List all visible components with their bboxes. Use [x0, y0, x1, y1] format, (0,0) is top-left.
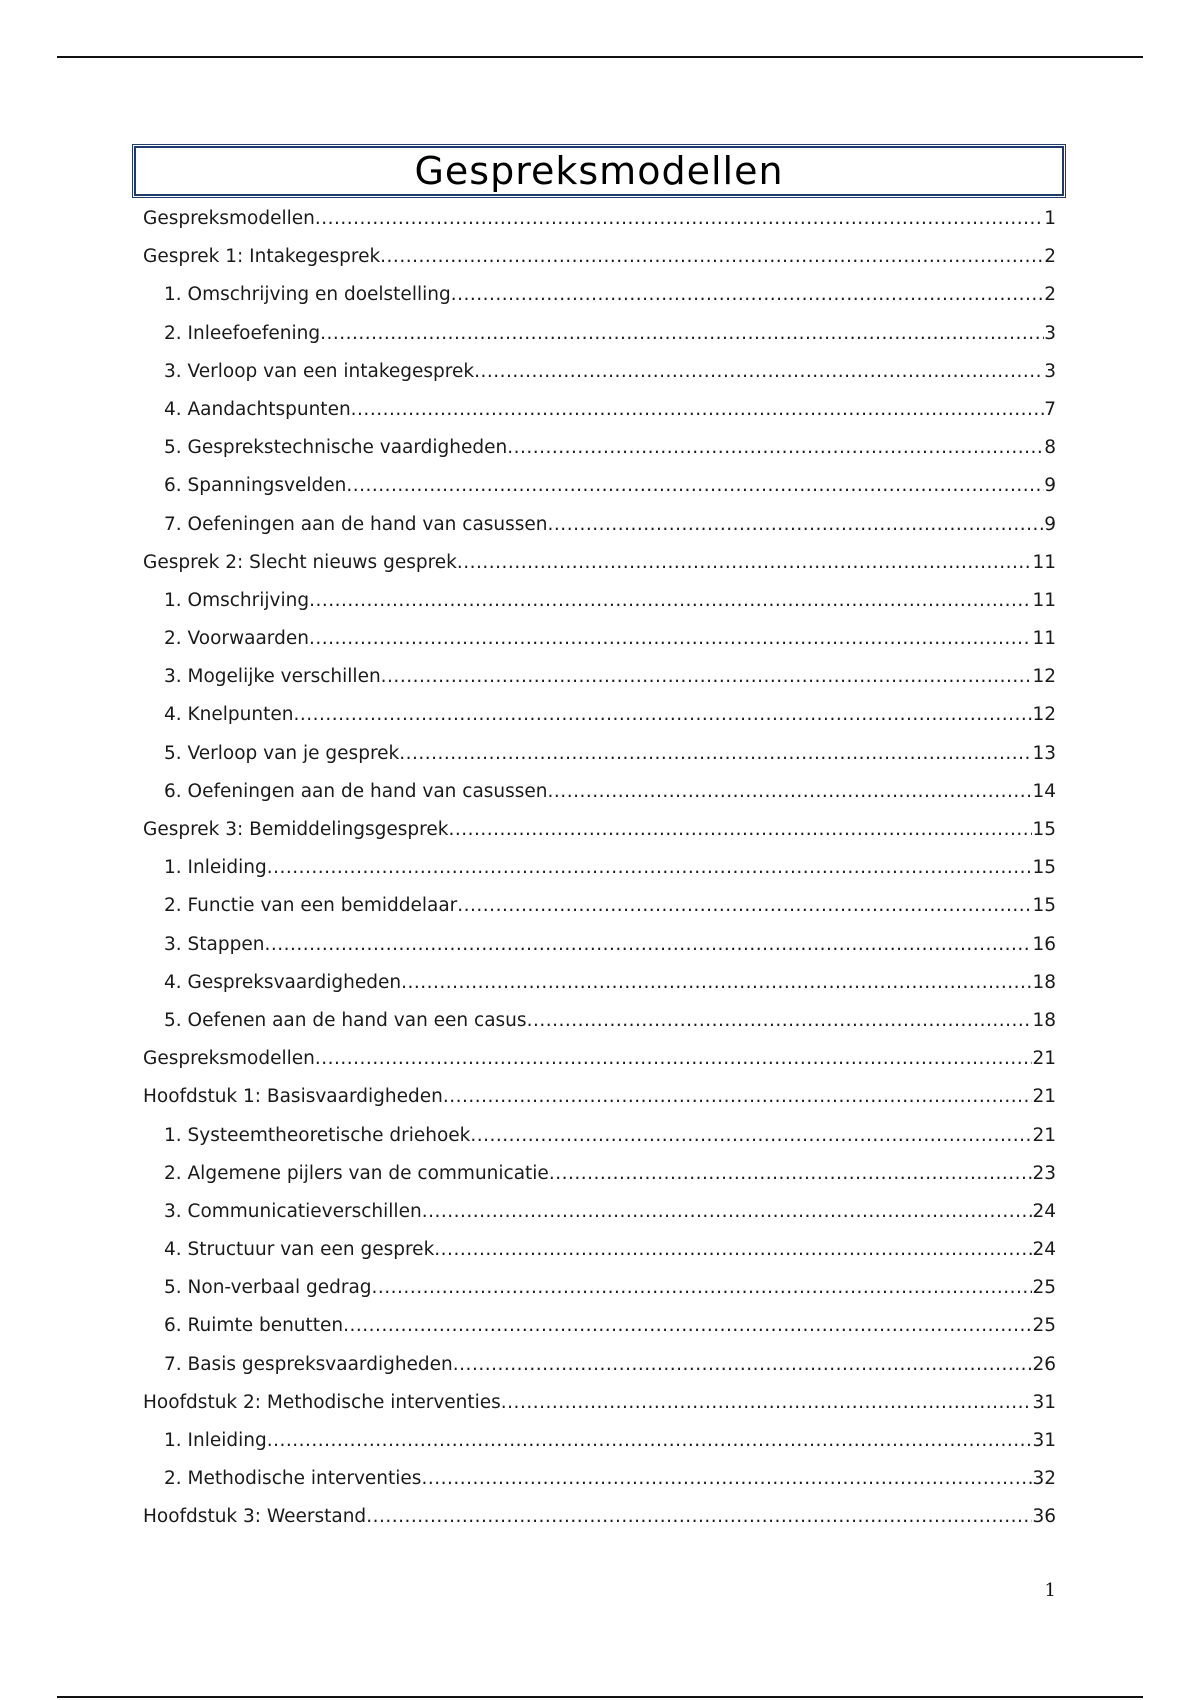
- toc-entry-page: 25: [1032, 1315, 1056, 1337]
- toc-entry-label: 3. Verloop van een intakegesprek: [164, 360, 475, 382]
- toc-entry[interactable]: [143, 735, 1056, 773]
- toc-entry-label: 2. Functie van een bemiddelaar: [164, 895, 458, 917]
- toc-dot-leader: [448, 811, 1032, 849]
- toc-entry-label: 3. Mogelijke verschillen: [164, 666, 381, 688]
- toc-dot-leader: [434, 1231, 1032, 1269]
- toc-entry-page: 9: [1044, 475, 1056, 497]
- toc-dot-leader: [527, 1002, 1033, 1040]
- toc-dot-leader: [380, 238, 1044, 276]
- toc-entry[interactable]: [143, 1002, 1056, 1040]
- toc-entry[interactable]: [143, 391, 1056, 429]
- toc-entry-page: 2: [1044, 246, 1056, 268]
- toc-entry[interactable]: [143, 1498, 1056, 1536]
- toc-entry-label: 3. Stappen: [164, 933, 265, 955]
- toc-entry[interactable]: [143, 429, 1056, 467]
- toc-entry-label: 6. Spanningsvelden: [164, 475, 347, 497]
- toc-entry-page: 3: [1044, 322, 1056, 344]
- toc-dot-leader: [474, 353, 1044, 391]
- toc-entry-label: Gespreksmodellen: [143, 208, 315, 229]
- toc-entry-label: 2. Inleefoefening: [164, 322, 321, 344]
- toc-entry-label: 6. Oefeningen aan de hand van casussen: [164, 780, 548, 802]
- toc-entry-label: Gesprek 3: Bemiddelingsgesprek: [143, 819, 449, 840]
- toc-dot-leader: [453, 1346, 1033, 1384]
- toc-entry-page: 14: [1032, 780, 1056, 802]
- toc-dot-leader: [399, 735, 1032, 773]
- toc-entry[interactable]: [143, 1269, 1056, 1307]
- toc-dot-leader: [351, 391, 1045, 429]
- toc-entry-page: 9: [1044, 513, 1056, 535]
- toc-entry-label: Hoofdstuk 2: Methodische interventies: [143, 1391, 501, 1413]
- toc-entry-page: 18: [1032, 971, 1056, 993]
- toc-entry-label: Hoofdstuk 3: Weerstand: [143, 1506, 367, 1528]
- toc-entry-label: Gespreksmodellen: [143, 1048, 315, 1070]
- toc-entry-label: 6. Ruimte benutten: [164, 1315, 344, 1337]
- toc-dot-leader: [451, 276, 1045, 314]
- toc-entry-page: 11: [1032, 628, 1056, 650]
- toc-entry-page: 24: [1032, 1239, 1056, 1261]
- toc-dot-leader: [470, 1117, 1032, 1155]
- toc-dot-leader: [548, 773, 1033, 811]
- toc-entry[interactable]: [143, 1193, 1056, 1231]
- toc-entry[interactable]: [143, 849, 1056, 887]
- toc-entry-page: 26: [1032, 1353, 1056, 1375]
- toc-dot-leader: [309, 620, 1033, 658]
- toc-entry[interactable]: [143, 276, 1056, 314]
- toc-entry[interactable]: [143, 964, 1056, 1002]
- toc-entry[interactable]: [143, 1422, 1056, 1460]
- toc-entry[interactable]: [143, 1078, 1056, 1116]
- toc-entry[interactable]: [143, 926, 1056, 964]
- toc-entry-page: 31: [1032, 1430, 1056, 1451]
- toc-entry[interactable]: [143, 1040, 1056, 1078]
- toc-entry-label: 4. Structuur van een gesprek: [164, 1239, 435, 1261]
- toc-dot-leader: [343, 1307, 1032, 1345]
- toc-entry-page: 15: [1032, 895, 1056, 917]
- toc-dot-leader: [267, 1422, 1033, 1460]
- toc-entry[interactable]: [143, 315, 1056, 353]
- toc-entry-page: 15: [1032, 819, 1056, 840]
- toc-entry-label: 5. Non-verbaal gedrag: [164, 1277, 372, 1299]
- toc-entry-page: 16: [1032, 933, 1056, 955]
- toc-entry-label: 1. Omschrijving en doelstelling: [164, 284, 451, 306]
- toc-dot-leader: [320, 315, 1044, 353]
- toc-entry[interactable]: [143, 1346, 1056, 1384]
- toc-entry-page: 21: [1032, 1086, 1056, 1108]
- toc-entry-page: 13: [1032, 742, 1056, 764]
- page-number: 1: [1044, 1580, 1056, 1601]
- toc-dot-leader: [267, 849, 1033, 887]
- toc-dot-leader: [507, 429, 1044, 467]
- toc-dot-leader: [372, 1269, 1033, 1307]
- toc-entry-page: 7: [1044, 398, 1056, 420]
- toc-dot-leader: [549, 1155, 1033, 1193]
- toc-entry[interactable]: [143, 1155, 1056, 1193]
- toc-dot-leader: [457, 887, 1032, 925]
- toc-entry-label: 4. Gespreksvaardigheden: [164, 971, 402, 993]
- toc-entry[interactable]: [143, 582, 1056, 620]
- toc-entry-page: 12: [1032, 704, 1056, 726]
- table-of-contents: [143, 200, 1056, 1537]
- toc-entry-page: 18: [1032, 1009, 1056, 1031]
- toc-dot-leader: [315, 1040, 1033, 1078]
- toc-entry[interactable]: [143, 773, 1056, 811]
- toc-entry[interactable]: [143, 544, 1056, 582]
- toc-entry-label: 1. Omschrijving: [164, 589, 310, 611]
- toc-entry[interactable]: [143, 620, 1056, 658]
- toc-entry-label: Gesprek 1: Intakegesprek: [143, 246, 381, 268]
- toc-entry-page: 11: [1032, 589, 1056, 611]
- toc-entry[interactable]: [143, 696, 1056, 734]
- toc-entry-label: 3. Communicatieverschillen: [164, 1200, 422, 1222]
- toc-entry-label: 2. Voorwaarden: [164, 628, 309, 650]
- toc-dot-leader: [381, 658, 1033, 696]
- toc-entry[interactable]: [143, 811, 1056, 849]
- toc-entry[interactable]: [143, 1460, 1056, 1498]
- toc-entry[interactable]: [143, 1117, 1056, 1155]
- toc-entry-page: 32: [1032, 1468, 1056, 1490]
- toc-entry[interactable]: [143, 658, 1056, 696]
- toc-dot-leader: [401, 964, 1032, 1002]
- toc-entry-page: 23: [1032, 1162, 1056, 1184]
- toc-entry[interactable]: [143, 506, 1056, 544]
- toc-entry-label: 5. Verloop van je gesprek: [164, 742, 400, 764]
- toc-dot-leader: [366, 1498, 1032, 1536]
- toc-entry-label: 2. Algemene pijlers van de communicatie: [164, 1162, 549, 1184]
- toc-entry[interactable]: [143, 353, 1056, 391]
- toc-entry-label: 1. Systeemtheoretische driehoek: [164, 1124, 471, 1146]
- toc-dot-leader: [501, 1384, 1033, 1422]
- toc-entry-label: 1. Inleiding: [164, 1430, 267, 1451]
- toc-entry-page: 21: [1032, 1124, 1056, 1146]
- toc-entry-page: 36: [1032, 1506, 1056, 1528]
- toc-entry-label: 5. Gesprekstechnische vaardigheden: [164, 437, 508, 459]
- toc-dot-leader: [421, 1460, 1032, 1498]
- document-title: Gespreksmodellen: [414, 149, 784, 193]
- toc-entry[interactable]: [143, 887, 1056, 925]
- toc-dot-leader: [264, 926, 1032, 964]
- toc-entry-label: 7. Basis gespreksvaardigheden: [164, 1353, 453, 1375]
- toc-entry-label: Hoofdstuk 1: Basisvaardigheden: [143, 1086, 443, 1108]
- toc-entry-label: Gesprek 2: Slecht nieuws gesprek: [143, 551, 457, 573]
- toc-entry[interactable]: [143, 200, 1056, 238]
- toc-entry-page: 3: [1044, 360, 1056, 382]
- toc-entry-label: 4. Aandachtspunten: [164, 398, 351, 420]
- toc-entry-label: 2. Methodische interventies: [164, 1468, 422, 1490]
- toc-entry[interactable]: [143, 238, 1056, 276]
- toc-entry-page: 15: [1032, 857, 1056, 879]
- toc-dot-leader: [422, 1193, 1033, 1231]
- toc-entry-label: 7. Oefeningen aan de hand van casussen: [164, 513, 548, 535]
- toc-dot-leader: [293, 696, 1032, 734]
- toc-entry-page: 25: [1032, 1277, 1056, 1299]
- toc-dot-leader: [346, 467, 1044, 505]
- toc-dot-leader: [457, 544, 1033, 582]
- toc-entry-page: 11: [1032, 551, 1056, 573]
- toc-entry-page: 24: [1032, 1200, 1056, 1222]
- toc-dot-leader: [443, 1078, 1033, 1116]
- title-box: [132, 144, 1066, 198]
- toc-dot-leader: [309, 582, 1032, 620]
- header-rule: [57, 56, 1143, 58]
- toc-entry-label: 1. Inleiding: [164, 857, 267, 879]
- toc-entry[interactable]: [143, 1307, 1056, 1345]
- toc-entry-page: 12: [1032, 666, 1056, 688]
- toc-dot-leader: [548, 506, 1045, 544]
- toc-entry-page: 31: [1032, 1391, 1056, 1413]
- toc-entry-page: 21: [1032, 1048, 1056, 1070]
- toc-entry[interactable]: [143, 1231, 1056, 1269]
- toc-entry-page: 8: [1044, 437, 1056, 459]
- toc-entry-label: 4. Knelpunten: [164, 704, 294, 726]
- toc-entry-page: 1: [1044, 208, 1056, 229]
- toc-entry-page: 2: [1044, 284, 1056, 306]
- toc-dot-leader: [315, 200, 1044, 238]
- footer-rule: [57, 1696, 1143, 1698]
- toc-entry[interactable]: [143, 467, 1056, 505]
- toc-entry-label: 5. Oefenen aan de hand van een casus: [164, 1009, 527, 1031]
- toc-entry[interactable]: [143, 1384, 1056, 1422]
